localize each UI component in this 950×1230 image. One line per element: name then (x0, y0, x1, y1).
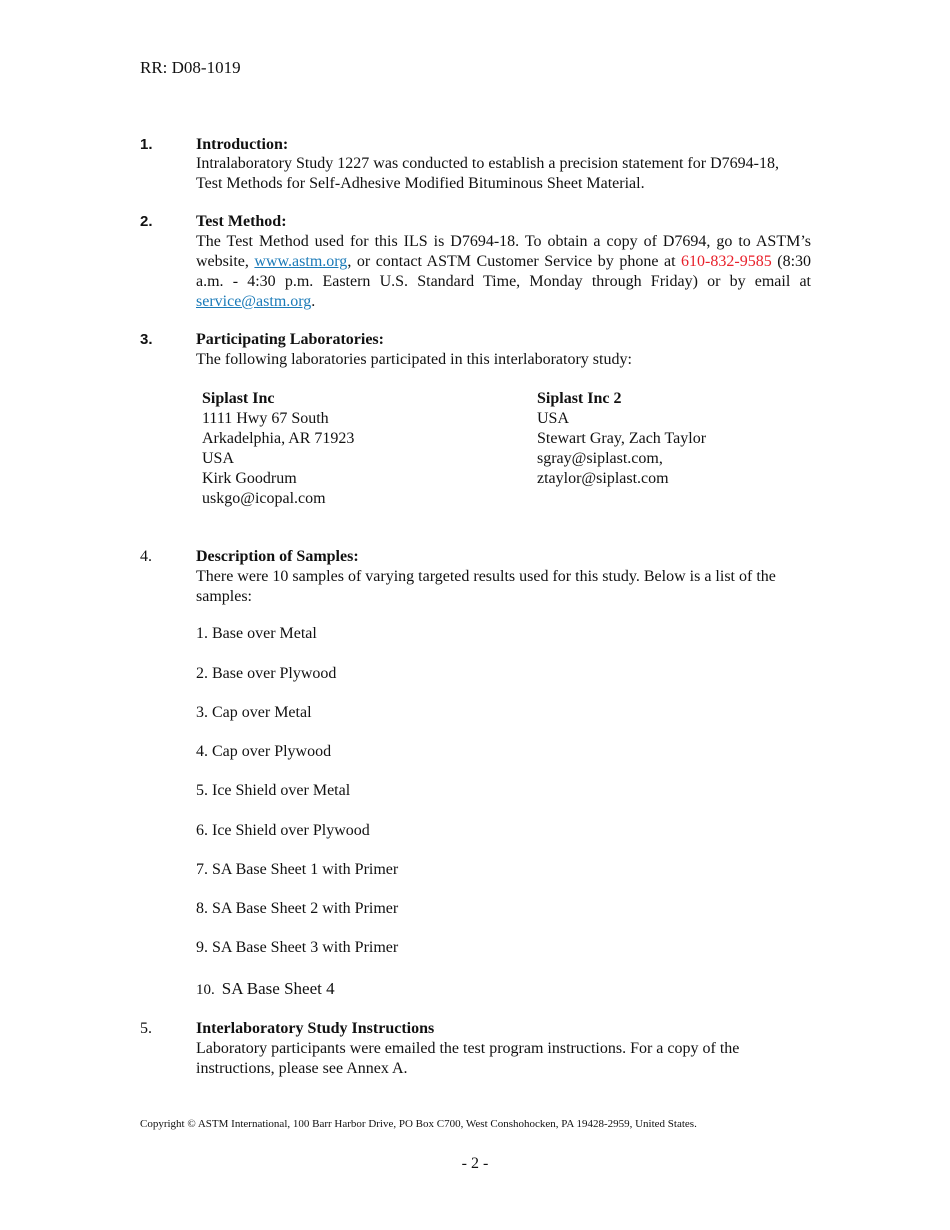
section-3-body: The following laboratories participated in this interlaboratory study: (196, 351, 632, 368)
lab-1-line: Arkadelphia, AR 71923 (202, 430, 355, 447)
sample-item-10 (196, 979, 335, 999)
document-header: RR: D08-1019 (140, 58, 241, 77)
section-1-number: 1. (140, 136, 153, 153)
section-2-title: Test Method: (196, 213, 287, 230)
section-2-text-2: , or contact ASTM Customer Service by phone at (347, 253, 682, 270)
sample-item: 2. Base over Plywood (196, 665, 337, 682)
section-1-title: Introduction: (196, 136, 289, 153)
lab-1-line: USA (202, 450, 235, 467)
section-4-title: Description of Samples: (196, 548, 359, 565)
section-4-body: There were 10 samples of varying targeted results used for this study. Below is a list of the samples: (196, 568, 776, 605)
sample-item: 1. Base over Metal (196, 625, 317, 642)
sample-item: 9. SA Base Sheet 3 with Primer (196, 939, 399, 956)
lab-2 (537, 389, 837, 489)
section-2-text-1: The Test Method used for this ILS is D7694-18. To obtain a copy of D7694, go to ASTM’s website, (196, 233, 811, 270)
lab-2-contact: Stewart Gray, Zach Taylor (537, 430, 707, 447)
lab-1 (202, 389, 502, 509)
lab-2-line: USA (537, 410, 570, 427)
astm-website-link[interactable]: www.astm.org (254, 253, 348, 270)
section-5-number: 5. (140, 1020, 152, 1037)
lab-2-email: sgray@siplast.com, (537, 450, 663, 467)
sample-item: 6. Ice Shield over Plywood (196, 822, 370, 839)
section-1-body: Intralaboratory Study 1227 was conducted to establish a precision statement for D7694-18, Test Methods for Self-Adhesive Modified Bituminous Sheet Material. (196, 155, 779, 192)
lab-1-line: 1111 Hwy 67 South (202, 410, 329, 427)
sample-item: 3. Cap over Metal (196, 704, 312, 721)
lab-1-name: Siplast Inc (202, 390, 275, 407)
sample-item: 5. Ice Shield over Metal (196, 782, 351, 799)
lab-2-name: Siplast Inc 2 (537, 390, 622, 407)
section-5-body: Laboratory participants were emailed the test program instructions. For a copy of the instructions, please see Annex A. (196, 1040, 740, 1077)
section-2-text-3: (8:30 a.m. - 4:30 p.m. Eastern U.S. Standard Time, Monday through Friday) or by email at (196, 253, 812, 290)
section-5-title: Interlaboratory Study Instructions (196, 1020, 435, 1037)
sample-item: 8. SA Base Sheet 2 with Primer (196, 900, 399, 917)
lab-1-email: uskgo@icopal.com (202, 490, 326, 507)
section-2-body (196, 232, 811, 312)
sample-10-label: SA Base Sheet 4 (221, 979, 335, 998)
section-2-text-4: . (311, 293, 316, 310)
phone-number[interactable]: 610-832-9585 (681, 253, 772, 270)
sample-10-number: 10. (196, 982, 215, 998)
page-number: - 2 - (461, 1155, 489, 1172)
lab-1-contact: Kirk Goodrum (202, 470, 297, 487)
service-email-link[interactable]: service@astm.org (196, 293, 312, 310)
section-2-number: 2. (140, 213, 153, 230)
section-4-number: 4. (140, 548, 152, 565)
section-3-number: 3. (140, 331, 153, 348)
section-3-title: Participating Laboratories: (196, 331, 384, 348)
sample-item: 7. SA Base Sheet 1 with Primer (196, 861, 399, 878)
lab-2-email: ztaylor@siplast.com (537, 470, 669, 487)
sample-item: 4. Cap over Plywood (196, 743, 332, 760)
copyright-notice: Copyright © ASTM International, 100 Barr Harbor Drive, PO Box C700, West Conshohocken, PA 19428-2959, United States. (140, 1118, 697, 1130)
